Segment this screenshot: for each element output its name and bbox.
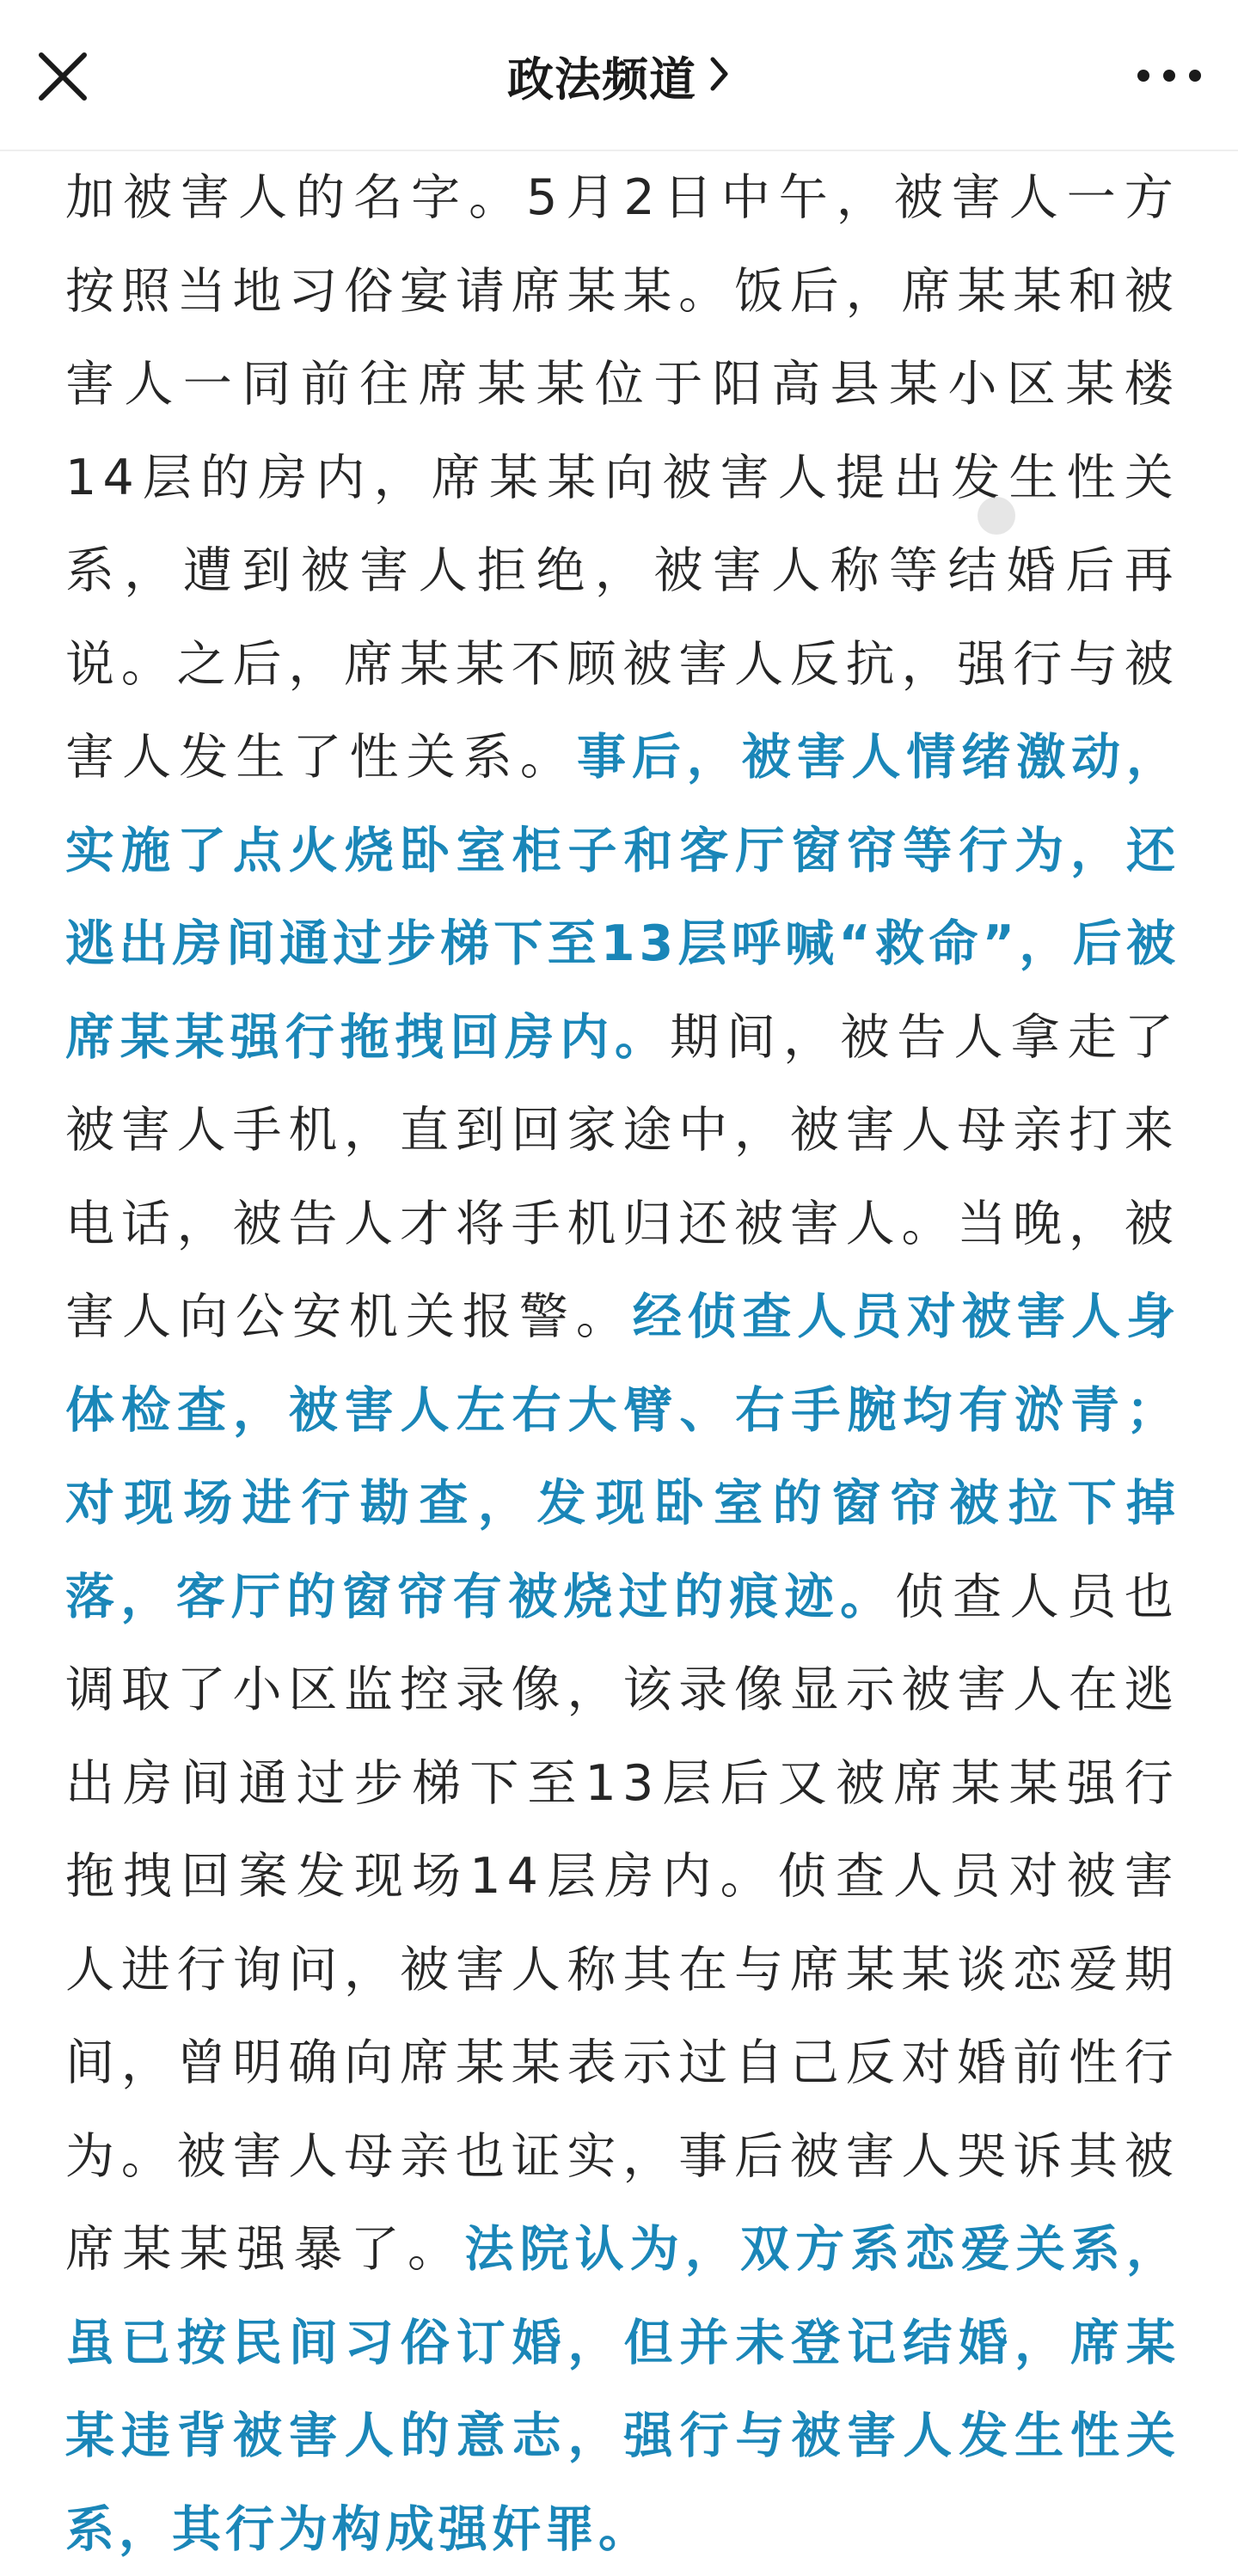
more-options-button[interactable] <box>1126 41 1212 110</box>
highlight-text-3: 法院认为，双方系恋爱关系，虽已按民间习俗订婚，但并未登记结婚，席某某违背被害人的意志，强行与被害人发生性关系，其行为构成强奸罪。 <box>65 2221 1180 2558</box>
body-text-1: 加被害人的名字。5月2日中午，被害人一方按照当地习俗宴请席某某。饭后，席某某和被害人一同前往席某某位于阳高县某小区某楼14层的房内，席某某向被害人提出发生性关系，遭到被害人拒绝，被害人称等结婚后再说。之后，席某某不顾被害人反抗，强行与被害人发生了性关系。 <box>65 169 1180 786</box>
close-icon <box>34 41 95 110</box>
highlight-text-2: 经侦查人员对被害人身体检查，被害人左右大臂、右手腕均有淤青；对现场进行勘查，发现卧室的窗帘被拉下掉落，客厅的窗帘有被烧过的痕迹。 <box>65 1288 1180 1625</box>
chevron-right-icon <box>708 55 731 96</box>
more-horizontal-icon <box>1135 67 1204 84</box>
highlight-text-1: 事后，被害人情绪激动，实施了点火烧卧室柜子和客厅窗帘等行为，还逃出房间通过步梯下至13层呼喊“救命”，后被席某某强行拖拽回房内。 <box>65 729 1180 1066</box>
top-nav-bar <box>0 0 1238 151</box>
scroll-indicator[interactable] <box>978 497 1015 535</box>
body-text-3: 侦查人员也调取了小区监控录像，该录像显示被害人在逃出房间通过步梯下至13层后又被席某某强行拖拽回案发现场14层房内。侦查人员对被害人进行询问，被害人称其在与席某某谈恋爱期间，曾明确向席某某表示过自己反对婚前性行为。被害人母亲也证实，事后被害人哭诉其被席某某强暴了。 <box>65 1568 1180 2278</box>
page-title: 政法频道 <box>507 52 696 107</box>
body-text-2: 期间，被告人拿走了被害人手机，直到回家途中，被害人母亲打来电话，被告人才将手机归还被害人。当晚，被害人向公安机关报警。 <box>65 1008 1180 1345</box>
close-button[interactable] <box>34 41 95 110</box>
channel-title-link[interactable] <box>361 0 877 151</box>
